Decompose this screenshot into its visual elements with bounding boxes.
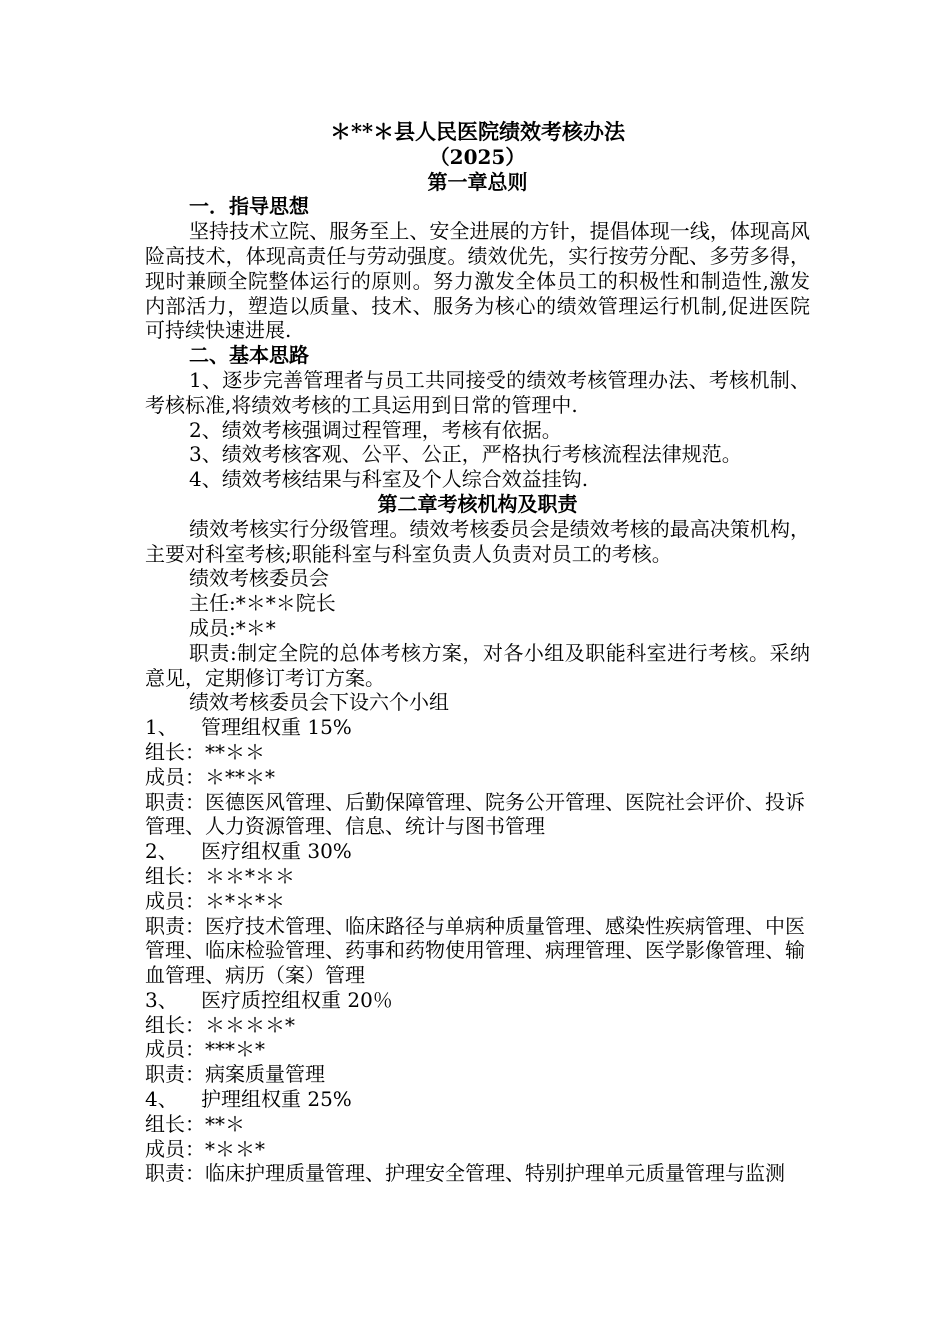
group-number: 4、	[145, 1087, 178, 1112]
section-2-item: 3、绩效考核客观、公平、公正，严格执行考核流程法律规范。	[189, 442, 742, 467]
group-members: 成员：***＊*	[145, 1037, 265, 1062]
group-leader: 组长：＊＊*＊＊	[145, 863, 295, 888]
group-members: 成员：＊**＊*	[145, 764, 275, 789]
committee-duty: 职责:制定全院的总体考核方案，对各小组及职能科室进行考核。采纳意见，定期修订考订方案。	[145, 640, 810, 690]
group-title	[145, 715, 810, 740]
section-2-item: 2、绩效考核强调过程管理，考核有依据。	[189, 417, 562, 442]
group-name: 医疗组权重 30%	[201, 839, 352, 864]
group-duty: 职责：临床护理质量管理、护理安全管理、特别护理单元质量管理与监测	[145, 1161, 785, 1186]
group-leader: 组长：**＊	[145, 1111, 245, 1136]
committee-label: 绩效考核委员会	[189, 566, 329, 591]
group-name: 护理组权重 25%	[201, 1087, 352, 1112]
group-number: 2、	[145, 839, 178, 864]
chapter-2-heading: 第二章考核机构及职责	[377, 491, 578, 516]
group-leader: 组长：＊＊＊＊*	[145, 1012, 295, 1037]
section-1-heading: 一．指导思想	[189, 194, 309, 219]
group-duty: 职责：病案质量管理	[145, 1062, 325, 1087]
committee-director: 主任:*＊*＊院长	[189, 591, 336, 616]
section-2-heading: 二、基本思路	[189, 343, 309, 368]
group-title	[145, 988, 810, 1013]
chapter-1-heading: 第一章总则	[427, 169, 528, 194]
group-leader: 组长：**＊＊	[145, 739, 265, 764]
document-year: （2025）	[429, 144, 526, 169]
committee-members: 成员:*＊*	[189, 615, 276, 640]
document-title: ＊**＊县人民医院绩效考核办法	[330, 119, 625, 144]
group-number: 1、	[145, 715, 178, 740]
group-number: 3、	[145, 987, 178, 1012]
group-name: 管理组权重 15%	[201, 715, 352, 740]
groups-intro: 绩效考核委员会下设六个小组	[189, 690, 449, 715]
group-title	[145, 1087, 810, 1112]
group-title	[145, 839, 810, 864]
section-2-item: 1、逐步完善管理者与员工共同接受的绩效考核管理办法、考核机制、考核标准,将绩效考核的工具运用到日常的管理中.	[145, 367, 810, 417]
section-1-paragraph: 坚持技术立院、服务至上、安全进展的方针，提倡体现一线，体现高风险高技术，体现高责任与劳动强度。绩效优先，实行按劳分配、多劳多得，现时兼顾全院整体运行的原则。努力激发全体员工的积极性和制造性,激发内部活力，塑造以质量、技术、服务为核心的绩效管理运行机制,促进医院可持续快速进展.	[145, 219, 810, 343]
group-duty: 职责：医疗技术管理、临床路径与单病种质量管理、感染性疾病管理、中医管理、临床检验管理、药事和药物使用管理、病理管理、医学影像管理、输血管理、病历（案）管理	[145, 913, 805, 988]
group-duty: 职责：医德医风管理、后勤保障管理、院务公开管理、医院社会评价、投诉管理、人力资源管理、信息、统计与图书管理	[145, 789, 805, 839]
group-members: 成员：＊*＊*＊	[145, 888, 285, 913]
document-page	[145, 120, 810, 1186]
chapter-2-paragraph: 绩效考核实行分级管理。绩效考核委员会是绩效考核的最高决策机构，主要对科室考核;职能科室与科室负责人负责对员工的考核。	[145, 516, 810, 566]
group-name: 医疗质控组权重 20％	[201, 987, 393, 1012]
group-members: 成员：*＊＊*	[145, 1136, 265, 1161]
section-2-item: 4、绩效考核结果与科室及个人综合效益挂钩.	[189, 467, 589, 492]
